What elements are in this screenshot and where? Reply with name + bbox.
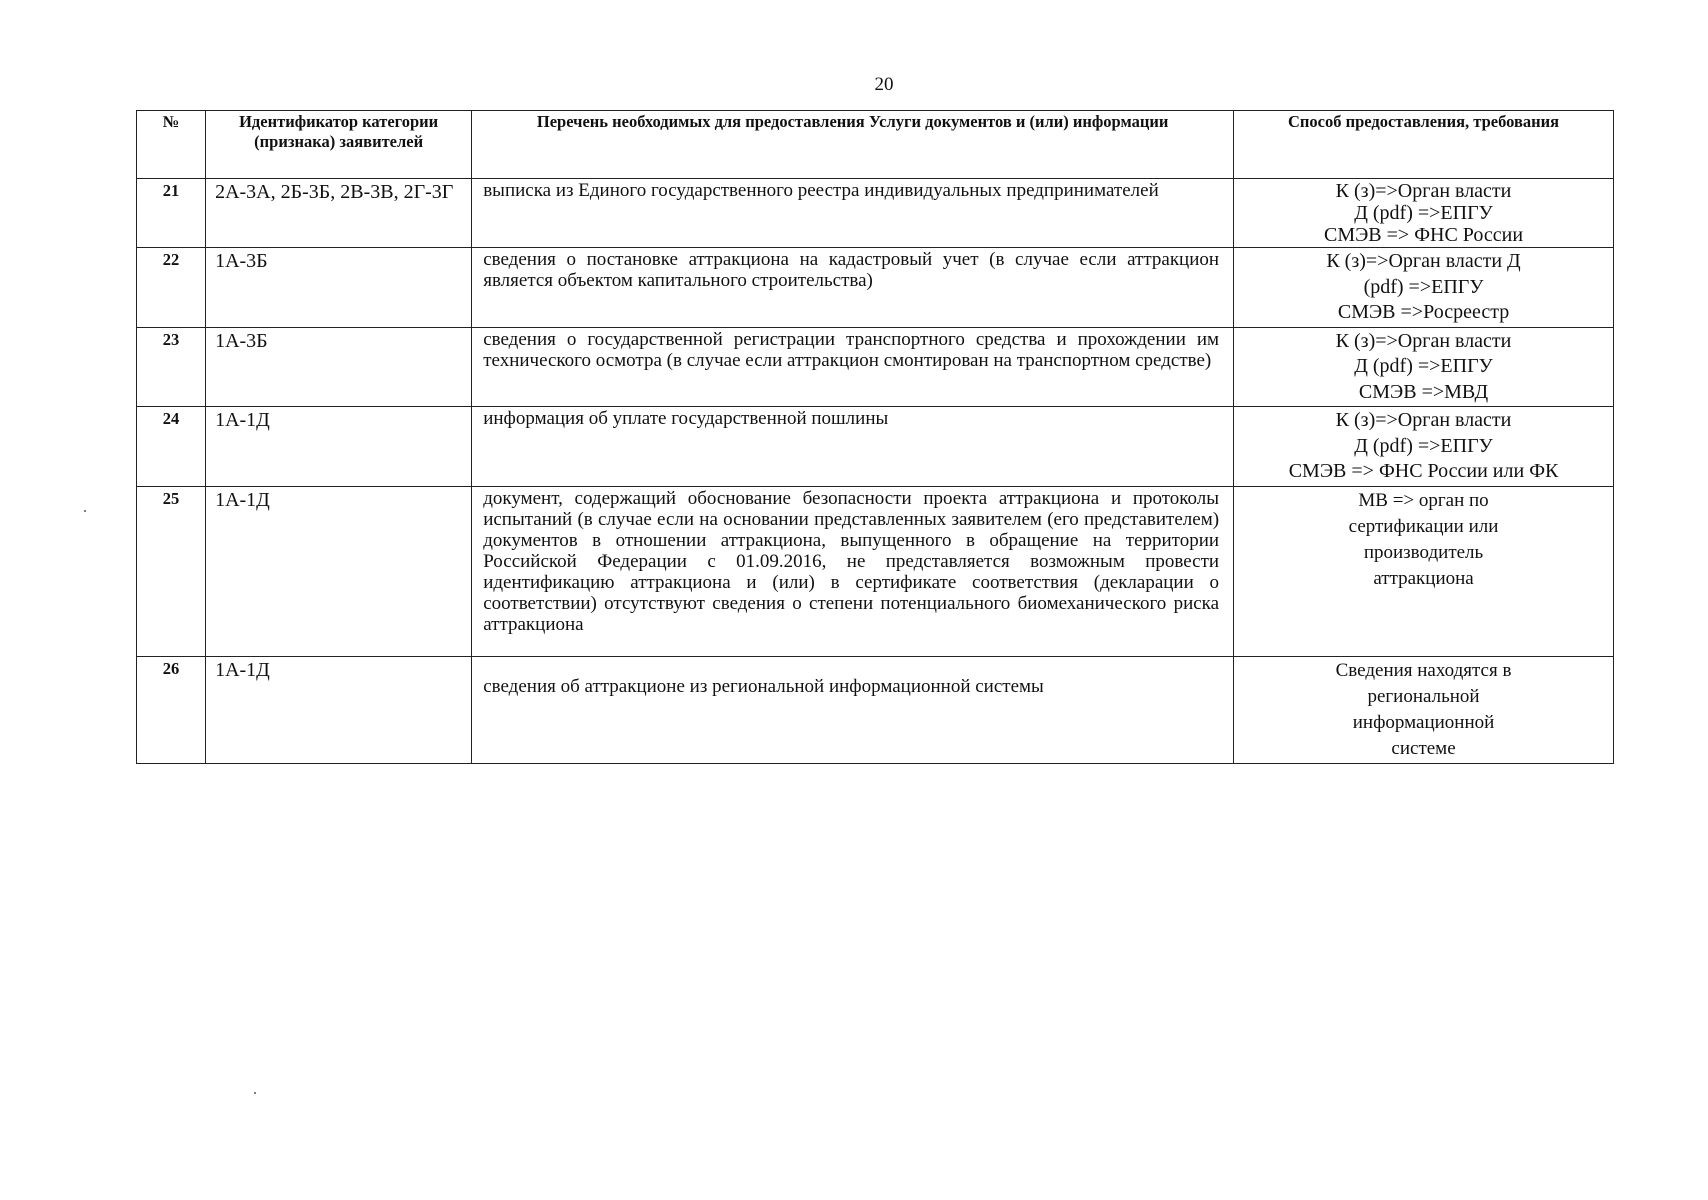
header-num: № xyxy=(137,111,206,179)
method-line: К (з)=>Орган власти xyxy=(1335,329,1512,352)
method-line: системе xyxy=(1391,737,1456,759)
row-document: сведения о постановке аттракциона на кадастровый учет (в случае если аттракцион является объектом капитального строительства) xyxy=(472,248,1234,328)
table-row xyxy=(137,248,1614,328)
row-number: 24 xyxy=(137,407,206,487)
method-line: СМЭВ =>Росреестр xyxy=(1337,301,1510,323)
row-method xyxy=(1234,486,1614,656)
requirements-table xyxy=(136,110,1614,764)
row-document: выписка из Единого государственного реестра индивидуальных предпринимателей xyxy=(472,179,1234,248)
table-header-row xyxy=(137,111,1614,179)
row-document xyxy=(472,656,1234,763)
row-method xyxy=(1234,179,1614,248)
table-row xyxy=(137,327,1614,407)
row-identifier: 1А-3Б xyxy=(206,327,472,407)
page-number: 20 xyxy=(874,74,894,95)
method-line: региональной xyxy=(1367,685,1480,707)
method-line: СМЭВ => ФНС России или ФК xyxy=(1288,460,1559,482)
method-line: К (з)=>Орган власти xyxy=(1335,409,1512,431)
method-line: СМЭВ =>МВД xyxy=(1358,380,1489,403)
row-number: 25 xyxy=(137,486,206,656)
method-line: Д (pdf) =>ЕПГУ xyxy=(1354,202,1493,224)
method-line: СМЭВ => ФНС России xyxy=(1323,224,1524,246)
row-identifier: 1А-1Д xyxy=(206,656,472,763)
method-line: производитель xyxy=(1363,541,1484,563)
row-document: документ, содержащий обоснование безопасности проекта аттракциона и протоколы испытаний (в случае если на основании представленных заявителем (его представителем) документов в отношении аттракциона, выпущенного в обращение на территории Российской Федерации с 01.09.2016, не представляется возможным провести идентификацию аттракциона и (или) в сертификате соответствия (декларации о соответствии) отсутствуют сведения о степени потенциального биомеханического риска аттракциона xyxy=(472,486,1234,656)
row-number: 22 xyxy=(137,248,206,328)
row-identifier: 1А-3Б xyxy=(206,248,472,328)
scan-speck xyxy=(254,1092,256,1094)
method-line: информационной xyxy=(1352,711,1495,733)
method-line: аттракциона xyxy=(1373,567,1474,589)
header-method: Способ предоставления, требования xyxy=(1234,111,1614,179)
method-line: К (з)=>Орган власти Д xyxy=(1326,250,1521,272)
row-identifier: 2А-3А, 2Б-3Б, 2В-3В, 2Г-3Г xyxy=(206,179,472,248)
row-identifier: 1А-1Д xyxy=(206,486,472,656)
header-documents: Перечень необходимых для предоставления Услуги документов и (или) информации xyxy=(472,111,1234,179)
method-line: Д (pdf) =>ЕПГУ xyxy=(1354,434,1493,457)
row-identifier: 1А-1Д xyxy=(206,407,472,487)
table-row xyxy=(137,179,1614,248)
method-line: МВ => орган по xyxy=(1358,489,1489,511)
row-document-text: сведения об аттракционе из региональной информационной системы xyxy=(483,675,1044,697)
row-number: 26 xyxy=(137,656,206,763)
method-line: Д (pdf) =>ЕПГУ xyxy=(1354,355,1493,377)
row-number: 21 xyxy=(137,179,206,248)
method-line: сертификации или xyxy=(1348,515,1499,537)
method-line: К (з)=>Орган власти xyxy=(1335,180,1512,202)
table-row xyxy=(137,407,1614,487)
table-row xyxy=(137,656,1614,763)
row-method xyxy=(1234,407,1614,487)
row-document: информация об уплате государственной пошлины xyxy=(472,407,1234,487)
row-document: сведения о государственной регистрации транспортного средства и прохождении им технического осмотра (в случае если аттракцион смонтирован на транспортном средстве) xyxy=(472,327,1234,407)
row-method xyxy=(1234,248,1614,328)
method-line: Сведения находятся в xyxy=(1335,659,1512,681)
row-number: 23 xyxy=(137,327,206,407)
header-identifier: Идентификатор категории (признака) заявителей xyxy=(206,111,472,179)
method-line: (pdf) =>ЕПГУ xyxy=(1363,275,1484,298)
scan-speck xyxy=(84,510,86,512)
table-row xyxy=(137,486,1614,656)
row-method xyxy=(1234,656,1614,763)
row-method xyxy=(1234,327,1614,407)
